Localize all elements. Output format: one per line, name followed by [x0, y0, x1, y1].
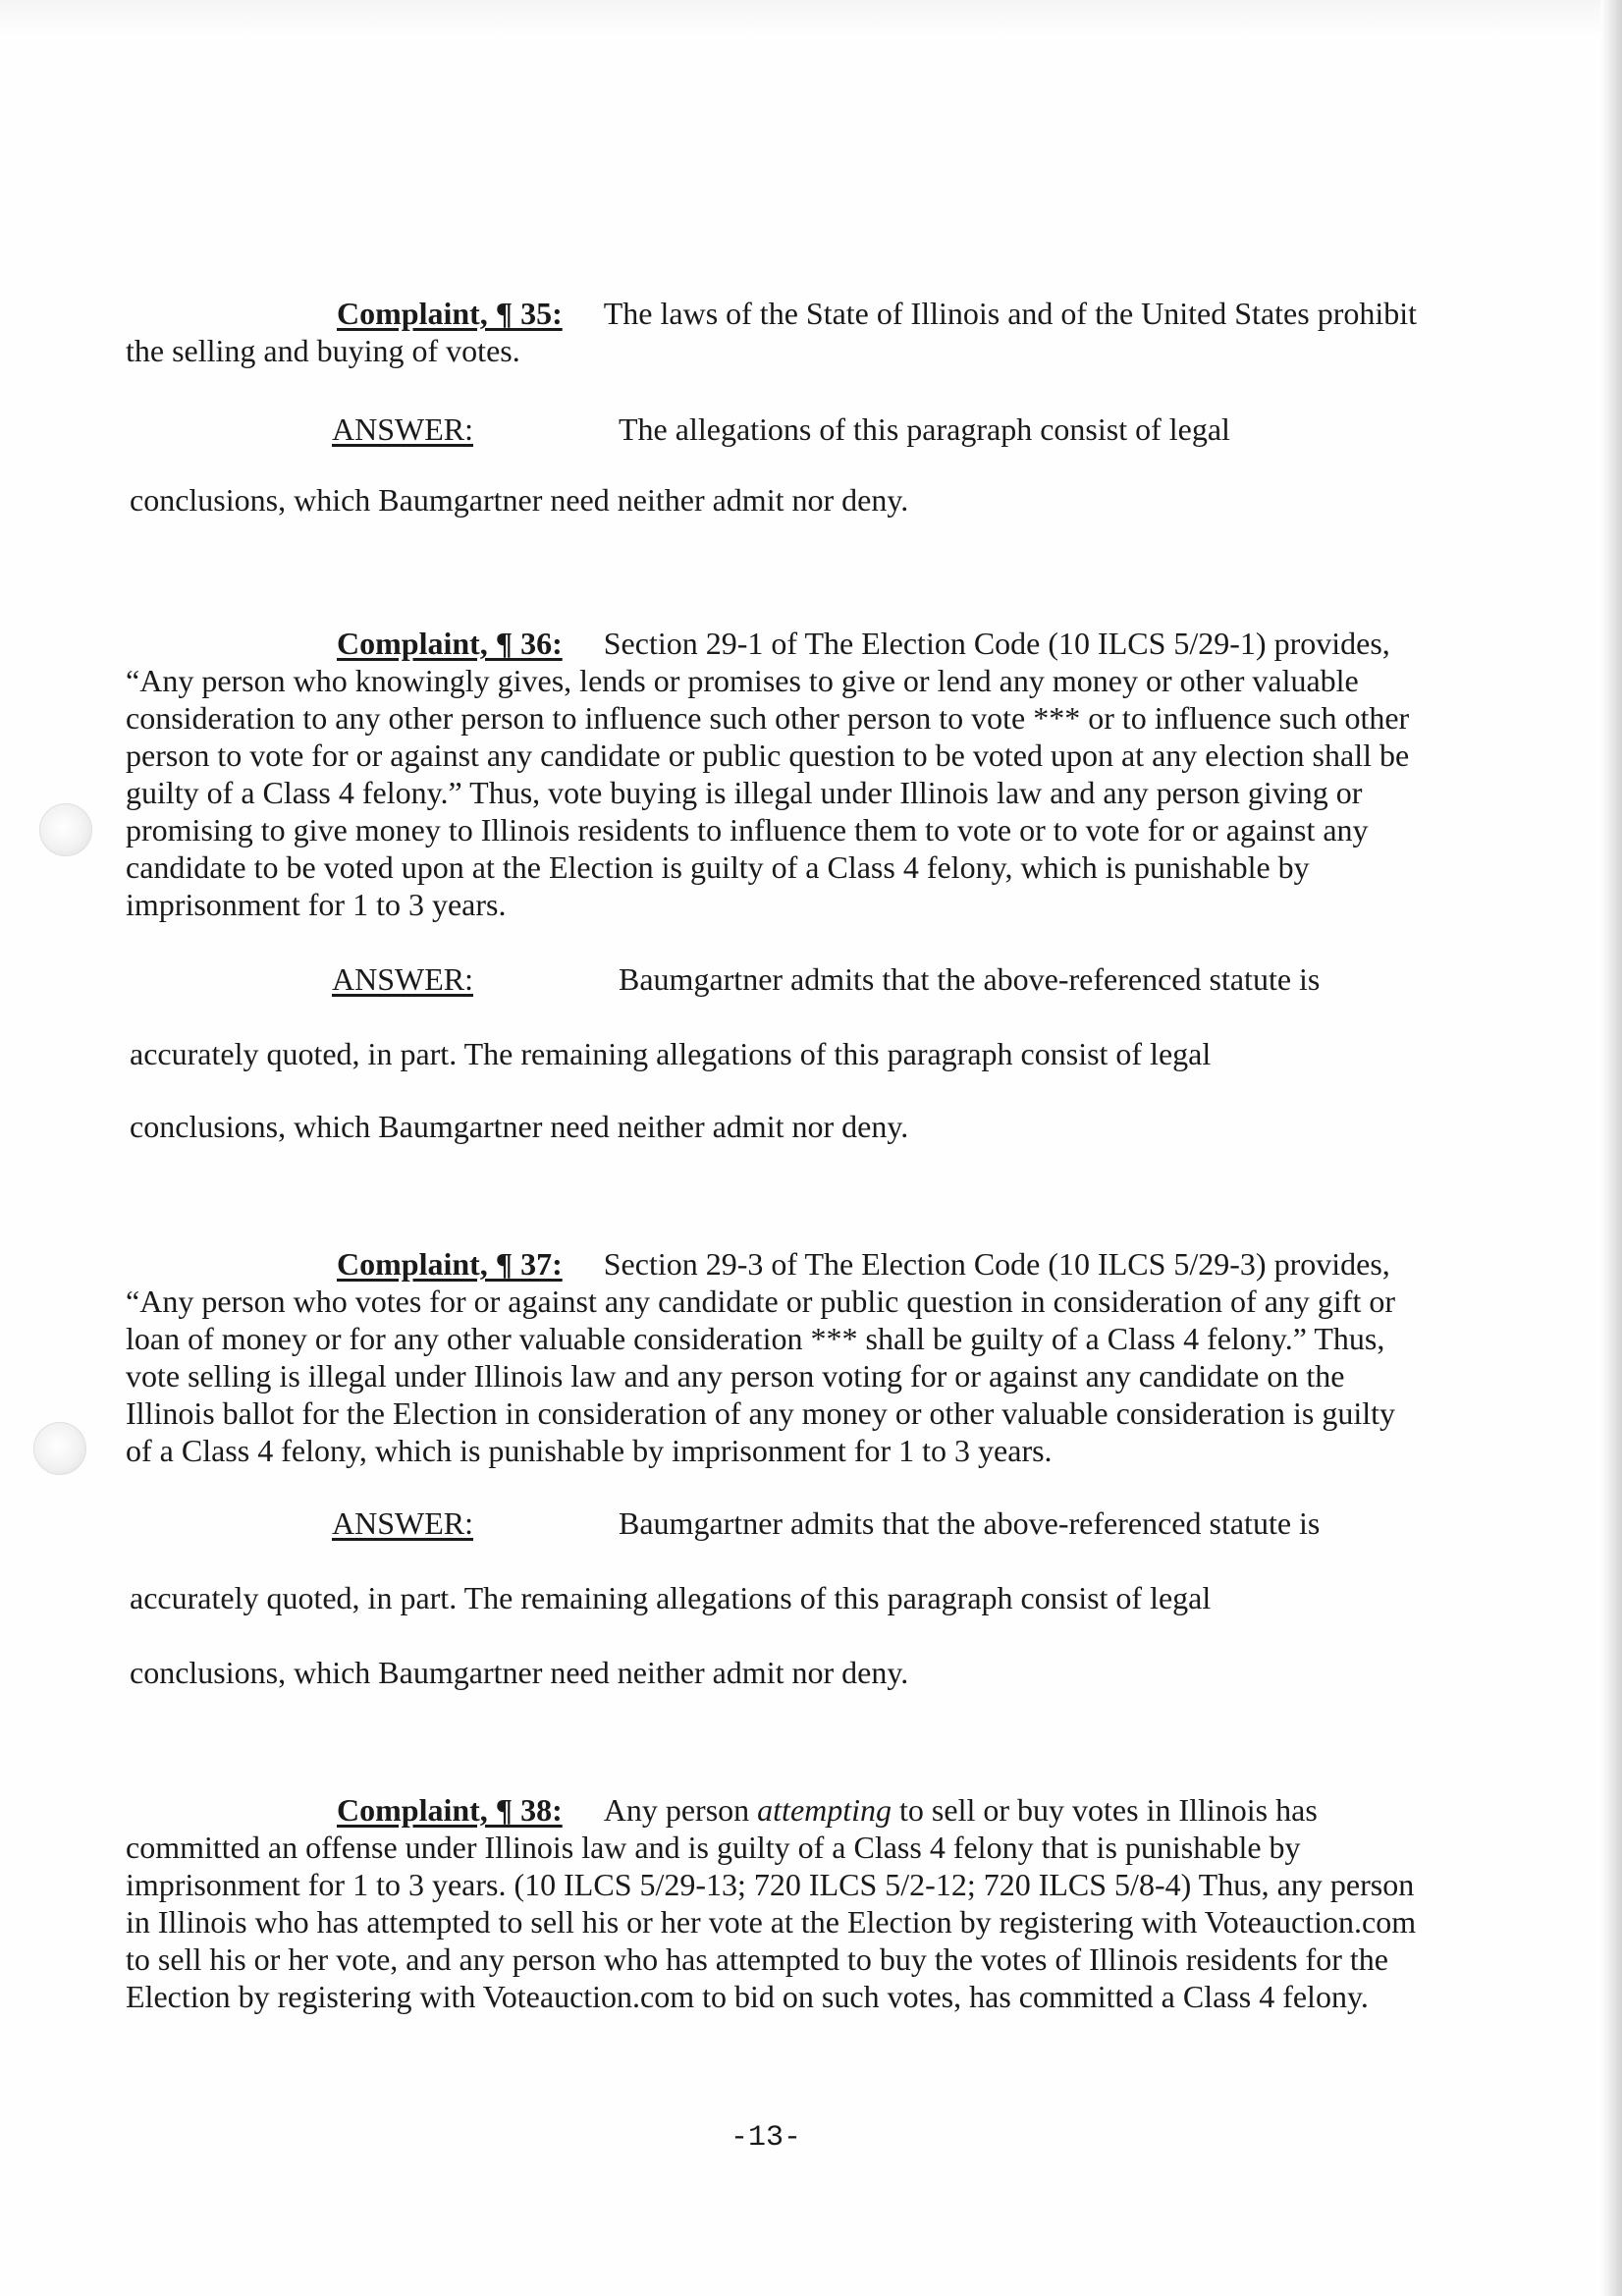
answer-37	[126, 1504, 1422, 1542]
scan-top-noise	[0, 0, 1622, 39]
punch-hole-icon	[33, 1422, 86, 1475]
complaint-paragraph-37	[126, 1245, 1422, 1469]
answer-continuation: conclusions, which Baumgartner need neither admit nor deny.	[130, 1109, 909, 1144]
answer-continuation: accurately quoted, in part. The remaining allegations of this paragraph consist of legal	[130, 1580, 1212, 1615]
answer-text: The allegations of this paragraph consist of legal	[619, 411, 1230, 447]
paragraph-body-end: to sell or buy votes in Illinois has committed an offense under Illinois law and is guilty of a Class 4 felony that is punishable by imprisonment for 1 to 3 years. (10 ILCS 5/29-13; 720 ILCS 5/2-12; 720 ILCS 5/8-4) Thus, any person in Illinois who has attempted to sell his or her vote at the Election by registering with Voteauction.com to sell his or her vote, and any person who has attempted to buy the votes of Illinois residents for the Election by registering with Voteauction.com to bid on such votes, has committed a Class 4 felony.	[126, 1792, 1417, 2014]
complaint-paragraph-38	[126, 1791, 1422, 2015]
page-number: -13-	[730, 2121, 801, 2155]
paragraph-label: Complaint, ¶ 36:	[337, 626, 563, 661]
answer-continuation: conclusions, which Baumgartner need neither admit nor deny.	[130, 1655, 909, 1690]
answer-continuation: conclusions, which Baumgartner need neither admit nor deny.	[130, 482, 909, 518]
answer-35	[126, 410, 1422, 448]
paragraph-body-start: Any person	[603, 1792, 758, 1828]
paragraph-label: Complaint, ¶ 37:	[337, 1246, 563, 1282]
answer-36	[126, 960, 1422, 998]
paragraph-label: Complaint, ¶ 38:	[337, 1792, 563, 1828]
answer-text: Baumgartner admits that the above-referenced statute is	[619, 961, 1321, 997]
answer-label: ANSWER:	[332, 411, 473, 447]
answer-label: ANSWER:	[332, 961, 473, 997]
paragraph-text	[126, 295, 1422, 369]
emphasized-word: attempting	[757, 1792, 892, 1828]
paragraph-body: Section 29-3 of The Election Code (10 ILCS 5/29-3) provides, “Any person who votes for or against any candidate or public question in consideration of any gift or loan of money or for any other valuable consideration *** shall be guilty of a Class 4 felony.” Thus, vote selling is illegal under Illinois law and any person voting for or against any candidate on the Illinois ballot for the Election in consideration of any money or other valuable consideration is guilty of a Class 4 felony, which is punishable by imprisonment for 1 to 3 years.	[126, 1246, 1396, 1468]
complaint-paragraph-36	[126, 625, 1422, 923]
answer-label: ANSWER:	[332, 1505, 473, 1541]
scan-right-edge	[1600, 0, 1622, 2296]
complaint-paragraph-35	[126, 295, 1422, 369]
paragraph-body: Section 29-1 of The Election Code (10 ILCS 5/29-1) provides, “Any person who knowingly gives, lends or promises to give or lend any money or other valuable consideration to any other person to influence such other person to vote *** or to influence such other person to vote for or against any candidate or public question to be voted upon at any election shall be guilty of a Class 4 felony.” Thus, vote buying is illegal under Illinois law and any person giving or promising to give money to Illinois residents to influence them to vote or to vote for or against any candidate to be voted upon at the Election is guilty of a Class 4 felony, which is punishable by imprisonment for 1 to 3 years.	[126, 626, 1410, 922]
answer-text: Baumgartner admits that the above-referenced statute is	[619, 1505, 1321, 1541]
paragraph-label: Complaint, ¶ 35:	[337, 296, 563, 331]
paragraph-body: The laws of the State of Illinois and of the United States prohibit the selling and buying of votes.	[126, 296, 1418, 368]
paragraph-text	[126, 1245, 1422, 1469]
paragraph-text	[126, 625, 1422, 923]
paragraph-text	[126, 1791, 1422, 2015]
punch-hole-icon	[39, 803, 92, 856]
answer-continuation: accurately quoted, in part. The remaining allegations of this paragraph consist of legal	[130, 1036, 1212, 1071]
